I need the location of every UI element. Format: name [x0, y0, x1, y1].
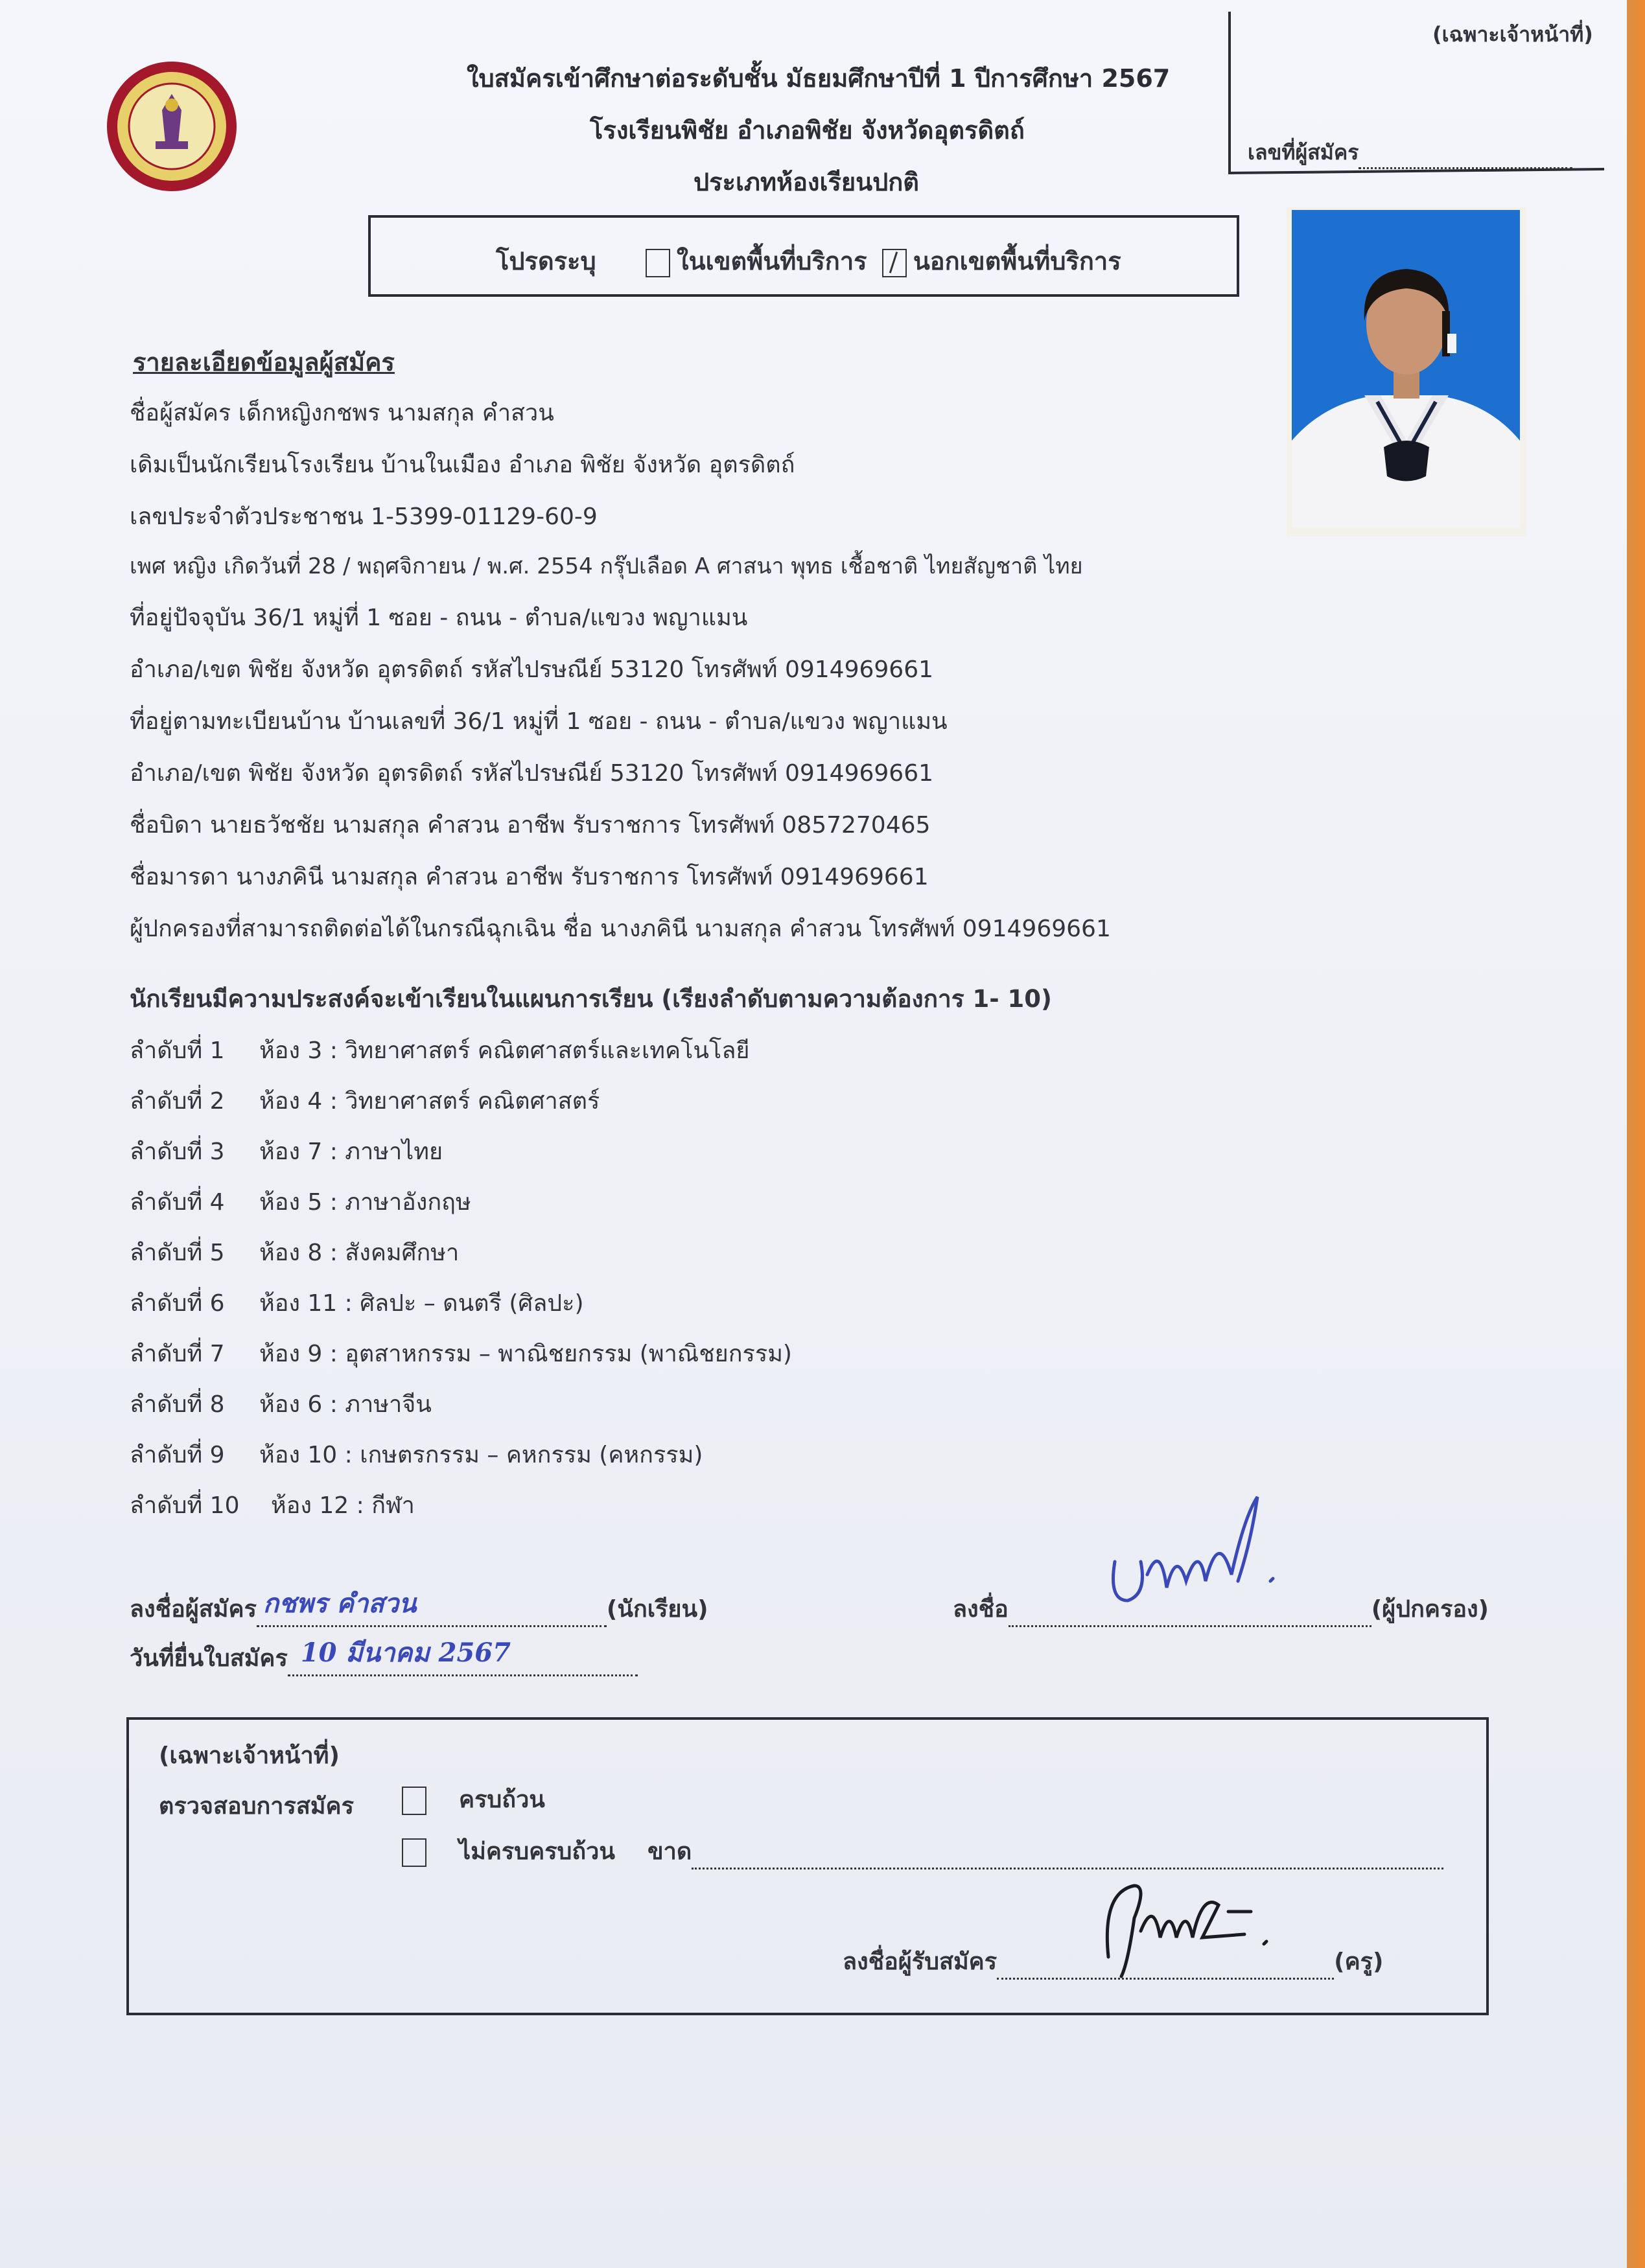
office-only-label: (เฉพาะเจ้าหน้าที่) — [1432, 22, 1593, 47]
corner-divider-vertical — [1228, 12, 1231, 174]
classroom-type: ประเภทห้องเรียนปกติ — [694, 168, 919, 196]
receiver-signature-mark — [1089, 1866, 1283, 1983]
preference-item: ลำดับที่ 10 ห้อง 12 : กีฬา — [130, 1492, 415, 1519]
preference-item: ลำดับที่ 4 ห้อง 5 : ภาษาอังกฤษ — [130, 1189, 471, 1216]
out-area-checkbox[interactable] — [882, 249, 907, 277]
complete-option[interactable] — [395, 1781, 545, 1818]
in-area-checkbox[interactable] — [646, 249, 670, 277]
out-area-label: นอกเขตพื้นที่บริการ — [913, 247, 1121, 275]
preference-item: ลำดับที่ 3 ห้อง 7 : ภาษาไทย — [130, 1139, 443, 1165]
application-date-label: วันที่ยื่นใบสมัคร — [130, 1645, 288, 1672]
previous-school-line: เดิมเป็นนักเรียนโรงเรียน บ้านในเมือง อำเภอ พิชัย จังหวัด อุตรดิตถ์ — [130, 452, 795, 478]
complete-label: ครบถ้วน — [459, 1787, 545, 1813]
preference-item: ลำดับที่ 8 ห้อง 6 : ภาษาจีน — [130, 1391, 432, 1418]
applicant-number-field[interactable] — [1248, 136, 1572, 169]
applicant-handwritten-name: กชพร คำสวน — [262, 1588, 417, 1619]
guardian-signature-mark — [1102, 1490, 1309, 1620]
applicant-role: (นักเรียน) — [606, 1596, 708, 1623]
preference-item: ลำดับที่ 6 ห้อง 11 : ศิลปะ – ดนตรี (ศิลปะ) — [130, 1290, 584, 1317]
applicant-signature-line — [257, 1588, 607, 1627]
background-surface — [1627, 0, 1645, 2268]
incomplete-checkbox[interactable] — [402, 1838, 426, 1867]
complete-checkbox[interactable] — [402, 1787, 426, 1815]
personal-info-line: เพศ หญิง เกิดวันที่ 28 / พฤศจิกายน / พ.ศ. 2554 กรุ๊ปเลือด A ศาสนา พุทธ เชื้อชาติ ไทยสัญชาติ ไทย — [130, 553, 1083, 579]
preference-item: ลำดับที่ 7 ห้อง 9 : อุตสาหกรรม – พาณิชยกรรม (พาณิชยกรรม) — [130, 1341, 792, 1367]
school-seal-icon — [104, 58, 240, 194]
school-name: โรงเรียนพิชัย อำเภอพิชัย จังหวัดอุตรดิตถ์ — [590, 116, 1025, 145]
applicant-signature-row[interactable] — [130, 1590, 708, 1627]
registered-address-line: ที่อยู่ตามทะเบียนบ้าน บ้านเลขที่ 36/1 หมู่ที่ 1 ซอย - ถนน - ตำบล/แขวง พญาแมน — [130, 708, 948, 735]
service-area-prompt: โปรดระบุ — [496, 247, 596, 275]
preference-item: ลำดับที่ 2 ห้อง 4 : วิทยาศาสตร์ คณิตศาสตร์ — [130, 1088, 600, 1115]
preference-item: ลำดับที่ 9 ห้อง 10 : เกษตรกรรม – คหกรรม (คหกรรม) — [130, 1442, 703, 1468]
incomplete-label: ไม่ครบครบถ้วน — [459, 1838, 615, 1865]
in-area-label: ในเขตพื้นที่บริการ — [677, 247, 867, 275]
application-date-row[interactable] — [130, 1639, 638, 1676]
applicant-signature-label: ลงชื่อผู้สมัคร — [130, 1596, 257, 1623]
form-title: ใบสมัครเข้าศึกษาต่อระดับชั้น มัธยมศึกษาปีที่ 1 ปีการศึกษา 2567 — [467, 64, 1171, 93]
guardian-signature-label: ลงชื่อ — [953, 1596, 1009, 1623]
applicant-number-line — [1359, 150, 1572, 169]
applicant-photo — [1287, 207, 1526, 537]
preference-item: ลำดับที่ 1 ห้อง 3 : วิทยาศาสตร์ คณิตศาสตร์และเทคโนโลยี — [130, 1037, 750, 1064]
preference-item: ลำดับที่ 5 ห้อง 8 : สังคมศึกษา — [130, 1240, 460, 1266]
applicant-name-line: ชื่อผู้สมัคร เด็กหญิงกชพร นามสกุล คำสวน — [130, 400, 554, 426]
service-area-row — [496, 241, 1121, 281]
citizen-id-line: เลขประจำตัวประชาชน 1-5399-01129-60-9 — [130, 503, 598, 530]
mother-line: ชื่อมารดา นางภคินี นามสกุล คำสวน อาชีพ รับราชการ โทรศัพท์ 0914969661 — [130, 864, 929, 890]
receiver-role: (ครู) — [1334, 1949, 1384, 1975]
application-date-value: 10 มีนาคม 2567 — [300, 1637, 511, 1668]
emergency-contact-line: ผู้ปกครองที่สามารถติดต่อได้ในกรณีฉุกเฉิน ชื่อ นางภคินี นามสกุล คำสวน โทรศัพท์ 0914969661 — [130, 916, 1111, 942]
receiver-signature-label: ลงชื่อผู้รับสมัคร — [843, 1949, 998, 1975]
registered-address-district-line: อำเภอ/เขต พิชัย จังหวัด อุตรดิตถ์ รหัสไปรษณีย์ 53120 โทรศัพท์ 0914969661 — [130, 760, 933, 787]
details-heading: รายละเอียดข้อมูลผู้สมัคร — [133, 348, 395, 376]
application-date-line — [288, 1637, 638, 1676]
check-application-label: ตรวจสอบการสมัคร — [159, 1793, 354, 1820]
office-use-title: (เฉพาะเจ้าหน้าที่) — [159, 1742, 340, 1769]
applicant-number-label: เลขที่ผู้สมัคร — [1248, 140, 1359, 165]
missing-line — [692, 1849, 1443, 1869]
incomplete-option[interactable] — [395, 1833, 1443, 1869]
current-address-district-line: อำเภอ/เขต พิชัย จังหวัด อุตรดิตถ์ รหัสไปรษณีย์ 53120 โทรศัพท์ 0914969661 — [130, 656, 933, 683]
guardian-role: (ผู้ปกครอง) — [1371, 1596, 1489, 1623]
preferences-heading: นักเรียนมีความประสงค์จะเข้าเรียนในแผนการเรียน (เรียงลำดับตามความต้องการ 1- 10) — [130, 985, 1052, 1013]
father-line: ชื่อบิดา นายธวัชชัย นามสกุล คำสวน อาชีพ รับราชการ โทรศัพท์ 0857270465 — [130, 812, 931, 839]
missing-label: ขาด — [648, 1838, 692, 1865]
current-address-line: ที่อยู่ปัจจุบัน 36/1 หมู่ที่ 1 ซอย - ถนน - ตำบล/แขวง พญาแมน — [130, 605, 748, 631]
